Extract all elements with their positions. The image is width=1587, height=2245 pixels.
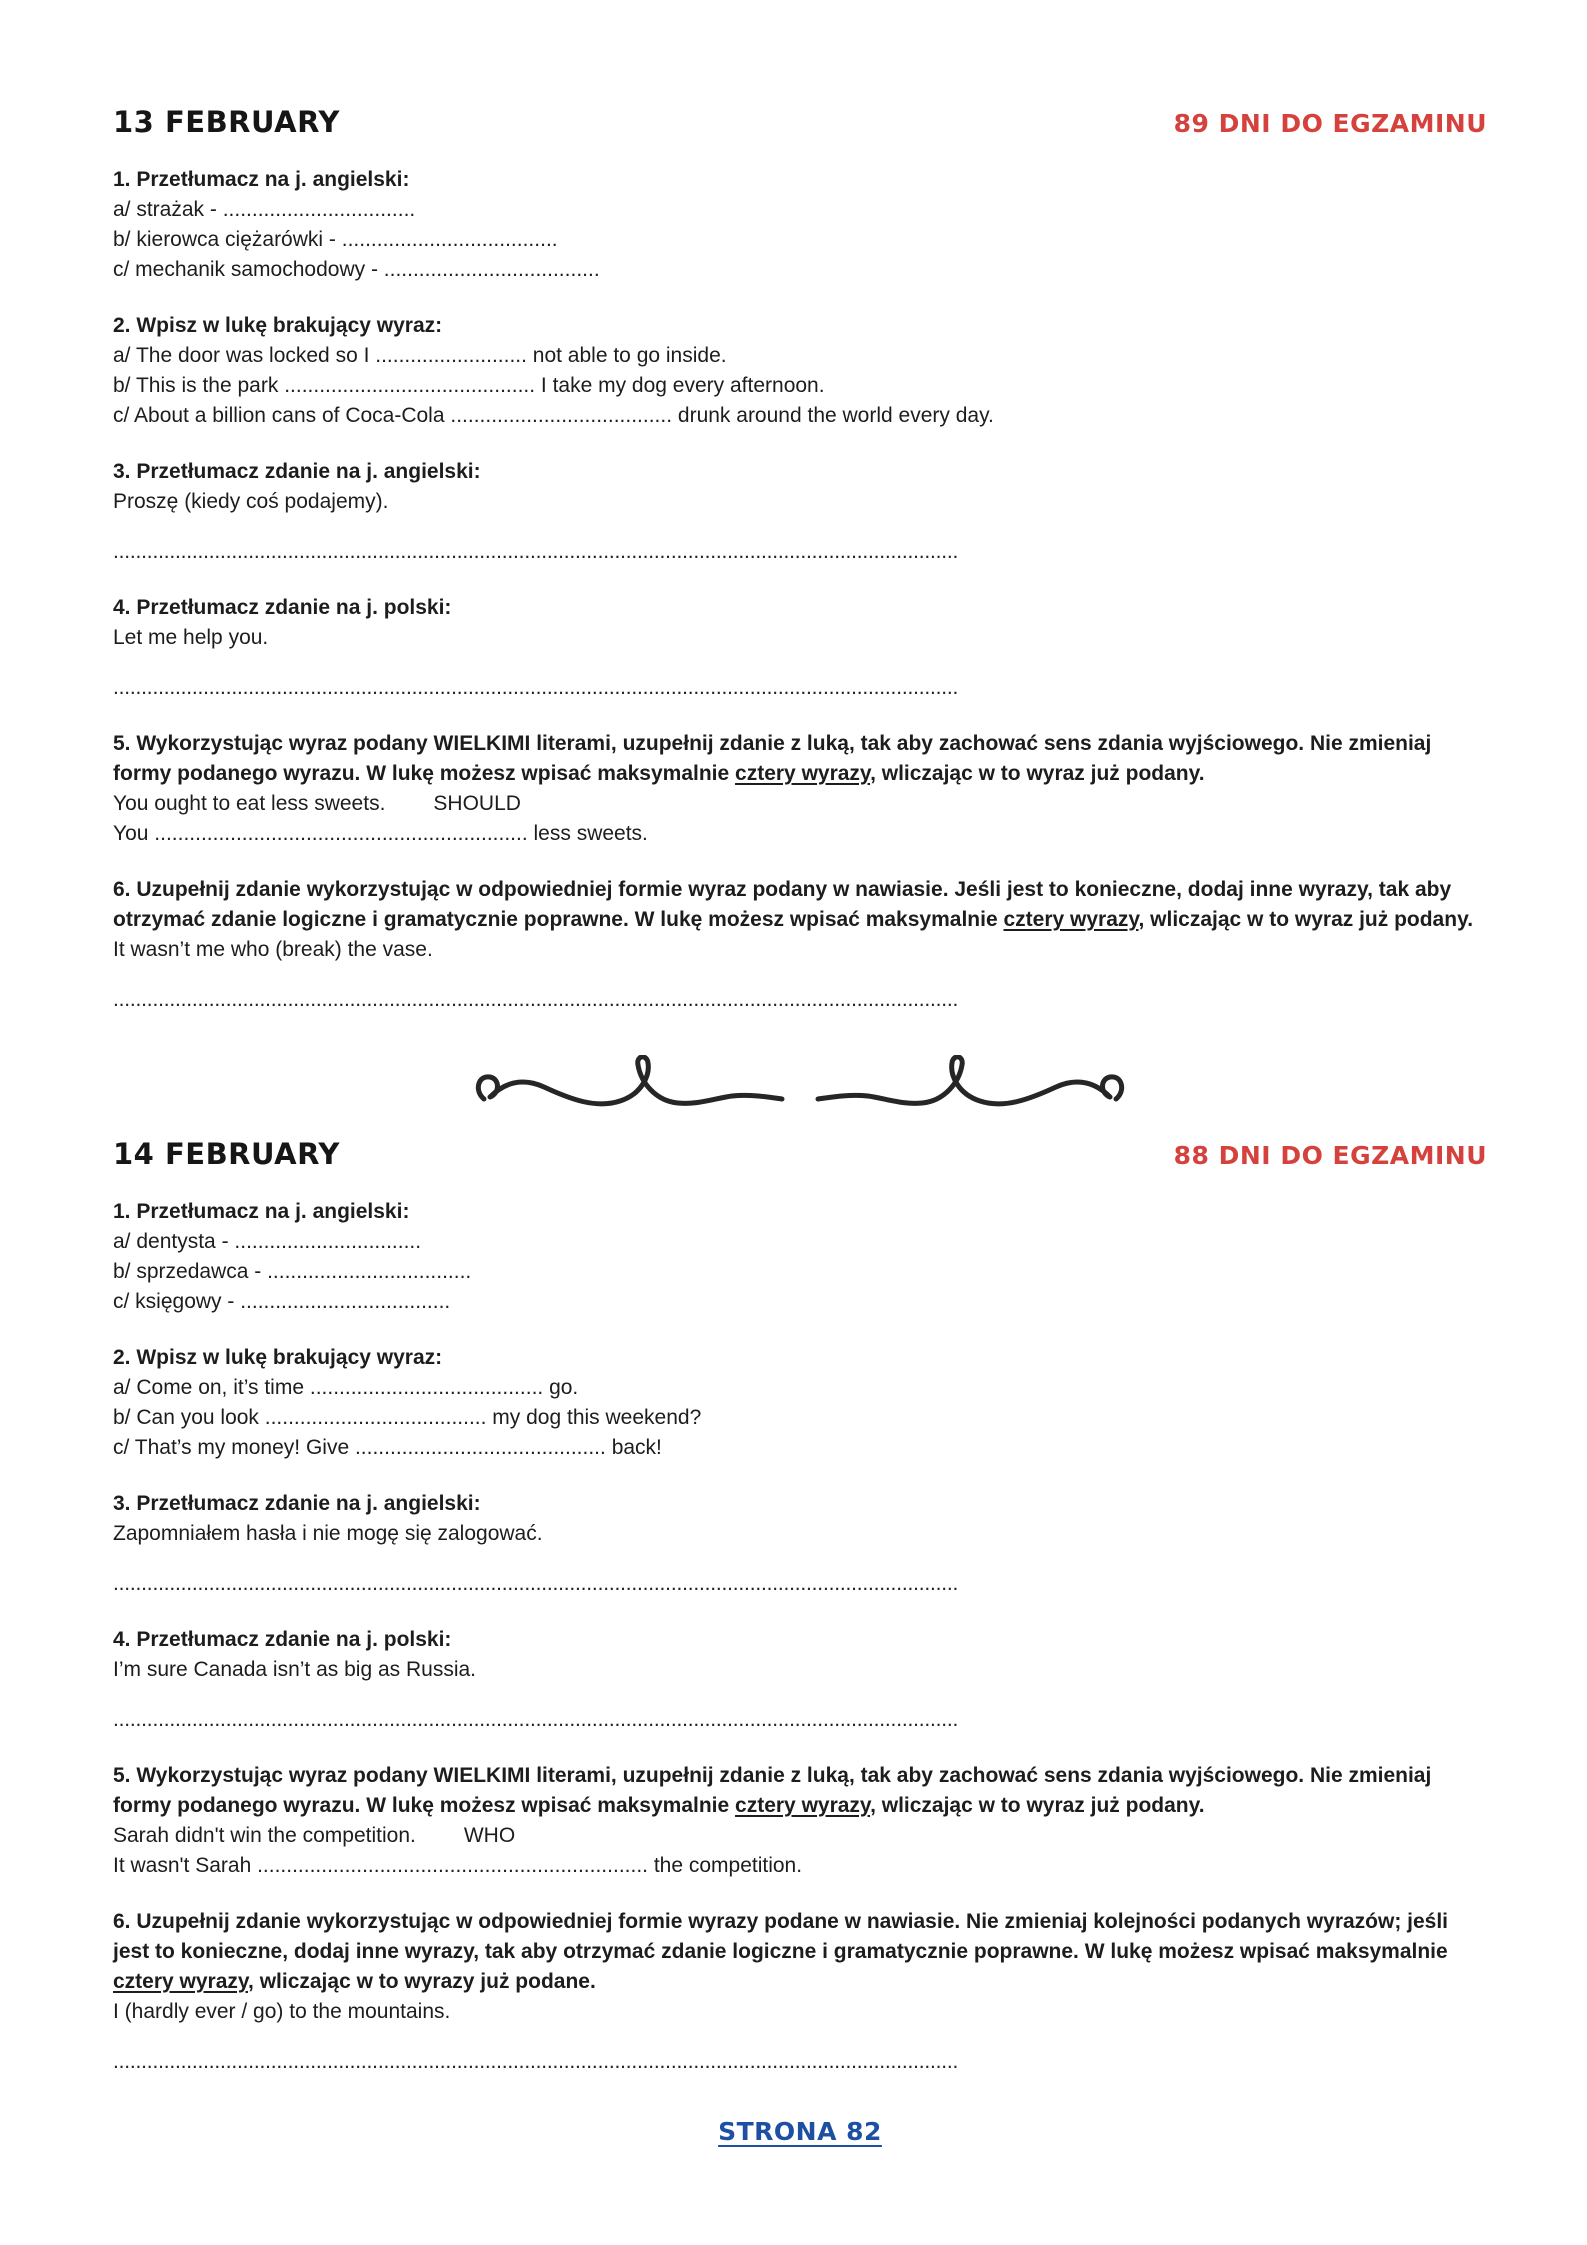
gap-sentence: You ................................................................ less sweets.: [113, 822, 648, 845]
example-sentence: It wasn’t me who (break) the vase.: [113, 938, 433, 961]
dotted-answer-line: ......................................................................................................................................................: [113, 540, 959, 563]
instruction-text: 6. Uzupełnij zdanie wykorzystując w odpowiedniej formie wyraz podany w nawiasie. Jeśli jest to konieczne, dodaj inne wyrazy, tak aby otrzymać zdanie logiczne i gramatycznie poprawne. W lukę możesz wpisać maksymalnie: [113, 878, 1452, 931]
instruction-text: 6. Uzupełnij zdanie wykorzystując w odpowiedniej formie wyrazy podane w nawiasie. Nie zmieniaj kolejności podanych wyrazów; jeśli jest to konieczne, dodaj inne wyrazy, tak aby otrzymać zdanie logiczne i gramatycznie poprawne. W lukę możesz wpisać maksymalnie: [113, 1910, 1449, 1963]
task-title: 3. Przetłumacz zdanie na j. angielski:: [113, 1492, 481, 1515]
task-3-translate-sentence-to-english: [113, 457, 1487, 567]
task-title: 3. Przetłumacz zdanie na j. angielski:: [113, 460, 481, 483]
task-3-translate-sentence-to-english: [113, 1489, 1487, 1599]
instruction-underlined-phrase: cztery wyrazy: [735, 1794, 871, 1817]
task-line: b/ kierowca ciężarówki - .....................................: [113, 228, 558, 251]
task-1-translate-to-english: [113, 1197, 1487, 1317]
page-number: STRONA 82: [718, 2117, 882, 2146]
task-sentence: Proszę (kiedy coś podajemy).: [113, 490, 389, 513]
dotted-answer-line: ......................................................................................................................................................: [113, 1708, 959, 1731]
day-title: 13 FEBRUARY: [113, 105, 340, 139]
dotted-answer-line: ......................................................................................................................................................: [113, 988, 959, 1011]
task-5-keyword-transformation: [113, 1761, 1487, 1881]
task-instruction: [113, 1907, 1487, 1997]
task-sentence: I’m sure Canada isn’t as big as Russia.: [113, 1658, 476, 1681]
page-footer: [113, 2117, 1487, 2146]
task-2-fill-the-gap: [113, 1343, 1487, 1463]
task-line: a/ The door was locked so I .......................... not able to go inside.: [113, 344, 727, 367]
exam-countdown: 88 DNI DO EGZAMINU: [1173, 1141, 1487, 1170]
instruction-underlined-phrase: cztery wyrazy: [735, 762, 871, 785]
instruction-text: , wliczając w to wyrazy już podane.: [248, 1970, 596, 1993]
day-section-14-february: [113, 1137, 1487, 2077]
task-line: c/ That’s my money! Give ........................................... back!: [113, 1436, 662, 1459]
task-line: b/ sprzedawca - ...................................: [113, 1260, 472, 1283]
gap-sentence: It wasn't Sarah ................................................................... the competition.: [113, 1854, 803, 1877]
instruction-underlined-phrase: cztery wyrazy: [1003, 908, 1139, 931]
instruction-text: , wliczając w to wyraz już podany.: [870, 762, 1205, 785]
day-title: 14 FEBRUARY: [113, 1137, 340, 1171]
task-line: a/ Come on, it’s time ........................................ go.: [113, 1376, 579, 1399]
day-header: [113, 105, 1487, 139]
task-sentence: Zapomniałem hasła i nie mogę się zalogować.: [113, 1522, 543, 1545]
task-4-translate-sentence-to-polish: [113, 593, 1487, 703]
keyword: SHOULD: [433, 792, 521, 815]
task-title: 1. Przetłumacz na j. angielski:: [113, 168, 410, 191]
instruction-text: 5. Wykorzystując wyraz podany WIELKIMI literami, uzupełnij zdanie z luką, tak aby zachować sens zdania wyjściowego. Nie zmieniaj formy podanego wyrazu. W lukę możesz wpisać maksymalnie: [113, 732, 1432, 785]
dotted-answer-line: ......................................................................................................................................................: [113, 676, 959, 699]
example-sentence: Sarah didn't win the competition.: [113, 1824, 416, 1847]
task-title: 2. Wpisz w lukę brakujący wyraz:: [113, 314, 443, 337]
task-instruction: [113, 729, 1487, 789]
task-6-word-formation: [113, 1907, 1487, 2077]
task-sentence: Let me help you.: [113, 626, 269, 649]
task-5-keyword-transformation: [113, 729, 1487, 849]
task-title: 1. Przetłumacz na j. angielski:: [113, 1200, 410, 1223]
task-2-fill-the-gap: [113, 311, 1487, 431]
exam-countdown: 89 DNI DO EGZAMINU: [1173, 109, 1487, 138]
task-4-translate-sentence-to-polish: [113, 1625, 1487, 1735]
instruction-underlined-phrase: cztery wyrazy: [113, 1970, 249, 1993]
task-line: c/ About a billion cans of Coca-Cola ...................................... drunk around the world every day.: [113, 404, 994, 427]
task-1-translate-to-english: [113, 165, 1487, 285]
example-sentence: You ought to eat less sweets.: [113, 792, 386, 815]
instruction-text: , wliczając w to wyraz już podany.: [1138, 908, 1474, 931]
task-line: a/ strażak - .................................: [113, 198, 416, 221]
task-line: b/ This is the park ........................................... I take my dog every afternoon.: [113, 374, 825, 397]
task-instruction: [113, 875, 1487, 935]
instruction-text: , wliczając w to wyraz już podany.: [870, 1794, 1205, 1817]
day-header: [113, 1137, 1487, 1171]
task-line: b/ Can you look ...................................... my dog this weekend?: [113, 1406, 702, 1429]
task-line: a/ dentysta - ................................: [113, 1230, 422, 1253]
task-title: 2. Wpisz w lukę brakujący wyraz:: [113, 1346, 443, 1369]
task-line: c/ księgowy - ....................................: [113, 1290, 451, 1313]
instruction-text: 5. Wykorzystując wyraz podany WIELKIMI literami, uzupełnij zdanie z luką, tak aby zachować sens zdania wyjściowego. Nie zmieniaj formy podanego wyrazu. W lukę możesz wpisać maksymalnie: [113, 1764, 1432, 1817]
task-instruction: [113, 1761, 1487, 1821]
example-row: [113, 789, 1487, 819]
flourish-divider-icon: [470, 1055, 1130, 1113]
day-section-13-february: [113, 105, 1487, 1015]
task-line: c/ mechanik samochodowy - .....................................: [113, 258, 600, 281]
task-title: 4. Przetłumacz zdanie na j. polski:: [113, 1628, 452, 1651]
dotted-answer-line: ......................................................................................................................................................: [113, 2050, 959, 2073]
dotted-answer-line: ......................................................................................................................................................: [113, 1572, 959, 1595]
task-title: 4. Przetłumacz zdanie na j. polski:: [113, 596, 452, 619]
task-6-word-formation: [113, 875, 1487, 1015]
example-row: [113, 1821, 1487, 1851]
keyword: WHO: [463, 1824, 516, 1847]
example-sentence: I (hardly ever / go) to the mountains.: [113, 2000, 451, 2023]
